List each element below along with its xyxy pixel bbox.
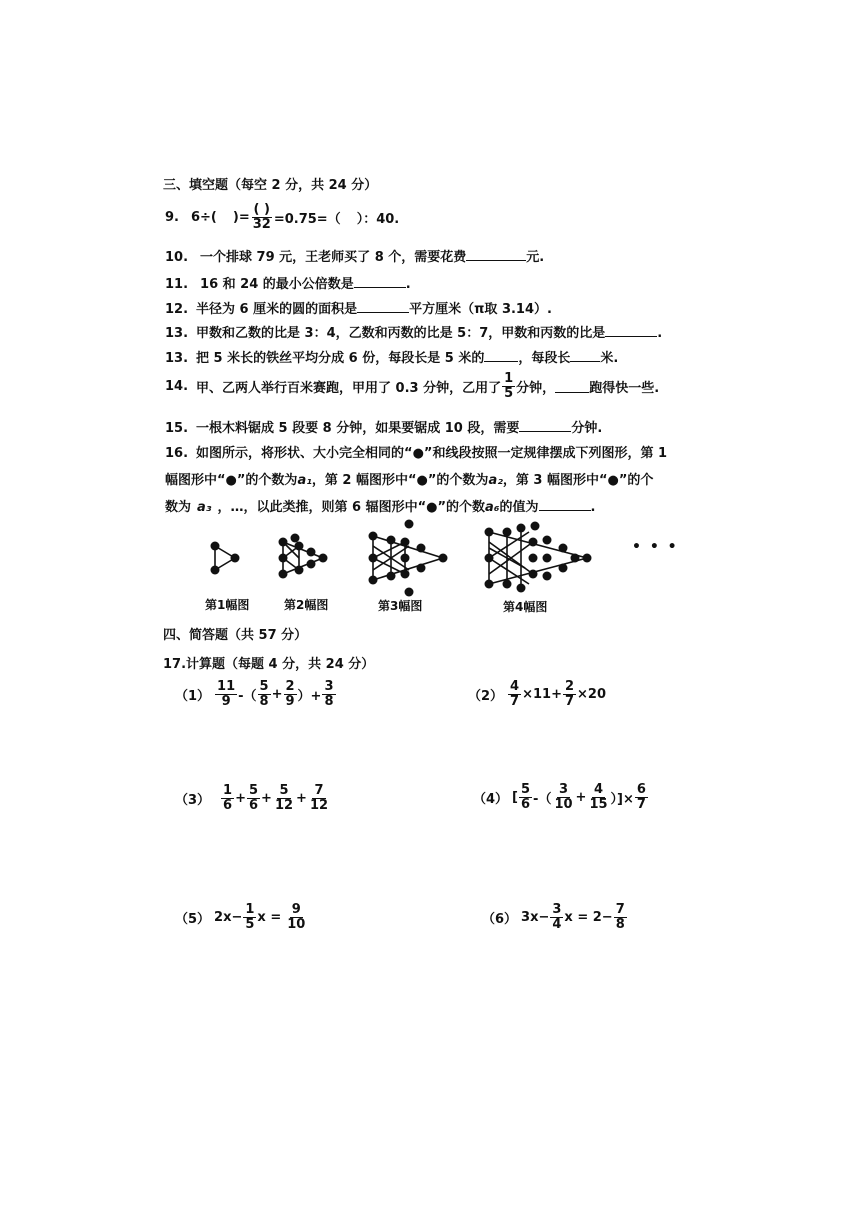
operator: ×11+ bbox=[522, 686, 562, 702]
fraction-numerator: 11 bbox=[217, 679, 236, 694]
answer-blank[interactable] bbox=[357, 300, 409, 313]
fraction bbox=[284, 680, 297, 708]
question-16-line-3 bbox=[165, 496, 595, 515]
fraction-denominator: 7 bbox=[564, 693, 575, 709]
fraction-denominator: 7 bbox=[636, 796, 646, 812]
fraction bbox=[550, 903, 563, 931]
fraction bbox=[258, 680, 271, 708]
answer-blank[interactable] bbox=[466, 248, 526, 261]
fraction bbox=[635, 783, 648, 811]
fraction bbox=[273, 784, 295, 812]
q9-text: =0.75=（ bbox=[273, 211, 341, 227]
problem-4 bbox=[473, 783, 649, 811]
question-17-title: 17.计算题（每题 4 分，共 24 分） bbox=[163, 657, 375, 672]
q16-text: ，…，以此类推，则第 6 辐图形中“●”的个数 bbox=[217, 500, 486, 515]
q13b-text: 米. bbox=[600, 351, 619, 366]
operator: [ bbox=[512, 789, 518, 805]
fraction bbox=[308, 784, 330, 812]
fraction bbox=[322, 680, 335, 708]
fraction bbox=[587, 783, 609, 811]
fraction-numerator: 4 bbox=[510, 679, 520, 694]
variable-a1: a₁ bbox=[297, 473, 312, 488]
fraction-denominator: 8 bbox=[259, 693, 269, 709]
question-number: 14. bbox=[165, 378, 189, 394]
question-16-line-1 bbox=[165, 442, 667, 461]
fraction-denominator: 9 bbox=[221, 693, 231, 709]
fraction-numerator: 5 bbox=[259, 679, 269, 694]
fraction-numerator: 2 bbox=[285, 679, 295, 694]
question-number: 13. bbox=[165, 326, 189, 341]
fraction bbox=[247, 784, 260, 812]
fraction-denominator: 6 bbox=[521, 796, 531, 812]
operator: 3x− bbox=[521, 909, 550, 925]
q12-text: 平方厘米（π取 3.14）. bbox=[409, 302, 552, 317]
fraction-denominator: 7 bbox=[510, 693, 520, 709]
section-4-title: 四、简答题（共 57 分） bbox=[163, 628, 308, 643]
fraction-denominator: 32 bbox=[252, 216, 271, 232]
fraction-denominator: 6 bbox=[223, 797, 233, 813]
fraction-numerator: 3 bbox=[324, 679, 334, 694]
operator: ）]× bbox=[610, 791, 634, 807]
variable-a6: a₆ bbox=[485, 500, 500, 515]
question-16-line-2 bbox=[165, 469, 653, 488]
q9-fraction bbox=[251, 203, 273, 231]
fraction-numerator: 9 bbox=[291, 902, 301, 917]
figure-label-2: 第2幅图 bbox=[284, 598, 329, 612]
q9-text: )= bbox=[232, 209, 250, 225]
fraction bbox=[285, 903, 307, 931]
question-number: 9. bbox=[165, 209, 179, 225]
figure-label-3: 第3幅图 bbox=[378, 599, 423, 613]
problem-2 bbox=[468, 680, 606, 708]
question-number: 10. bbox=[165, 250, 189, 265]
problem-label: （3） bbox=[175, 792, 211, 808]
fraction-denominator: 12 bbox=[309, 797, 329, 813]
variable-a3: a₃ bbox=[197, 500, 212, 515]
operator: ×20 bbox=[577, 686, 607, 702]
operator: + bbox=[261, 790, 272, 806]
problem-label: （6） bbox=[482, 911, 518, 927]
section-3-title: 三、填空题（每空 2 分，共 24 分） bbox=[163, 178, 378, 193]
variable-a2: a₂ bbox=[488, 473, 503, 488]
operator: + bbox=[271, 686, 283, 702]
fraction-denominator: 10 bbox=[287, 916, 306, 932]
q16-text: ，第 2 幅图形中“●”的个数为 bbox=[311, 473, 489, 488]
q10-text: 一个排球 79 元，王老师买了 8 个，需要花费 bbox=[200, 250, 467, 265]
fraction-denominator: 12 bbox=[274, 797, 294, 813]
q15-text: 分钟. bbox=[571, 421, 603, 436]
fraction-denominator: 9 bbox=[285, 693, 295, 709]
problem-6 bbox=[482, 903, 628, 931]
problem-label: （5） bbox=[175, 911, 211, 927]
fraction-denominator: 8 bbox=[615, 916, 625, 932]
fraction-numerator: 3 bbox=[552, 902, 562, 917]
question-13 bbox=[165, 322, 662, 341]
fraction-numerator: 4 bbox=[593, 782, 604, 797]
problem-1 bbox=[175, 680, 337, 708]
pattern-figure-2 bbox=[279, 534, 328, 579]
fraction-numerator: 6 bbox=[636, 782, 646, 797]
fraction bbox=[614, 903, 627, 931]
pattern-figure-1 bbox=[211, 542, 240, 575]
fraction-numerator: 1 bbox=[504, 371, 514, 386]
fraction-denominator: 15 bbox=[589, 796, 608, 812]
q16-text: 数为 bbox=[165, 500, 192, 515]
fraction-denominator: 10 bbox=[554, 796, 573, 812]
operator: + bbox=[296, 790, 307, 806]
question-number: 15. bbox=[165, 421, 189, 436]
operator: x = bbox=[257, 909, 282, 925]
ellipsis-icon: • • • bbox=[632, 539, 679, 555]
fraction bbox=[221, 784, 234, 812]
q9-text: ）：40. bbox=[356, 211, 400, 227]
fraction-numerator: ( ) bbox=[253, 202, 270, 217]
answer-blank[interactable] bbox=[539, 498, 591, 511]
question-number: 16. bbox=[165, 446, 189, 461]
answer-blank[interactable] bbox=[484, 349, 518, 362]
fraction bbox=[552, 783, 574, 811]
fraction bbox=[215, 680, 237, 708]
question-number: 13. bbox=[165, 351, 189, 366]
operator: 2x− bbox=[214, 909, 243, 925]
question-14 bbox=[165, 372, 659, 400]
q16-text: ，第 3 幅图形中“●”的个 bbox=[502, 473, 654, 488]
operator: + bbox=[575, 789, 587, 805]
answer-blank[interactable] bbox=[519, 419, 571, 432]
q11-text: . bbox=[405, 277, 411, 292]
fraction-denominator: 5 bbox=[245, 916, 255, 932]
q15-text: 一根木料锯成 5 段要 8 分钟，如果要锯成 10 段，需要 bbox=[196, 421, 520, 436]
fraction bbox=[519, 783, 532, 811]
figure-label-4: 第4幅图 bbox=[503, 600, 548, 614]
problem-5 bbox=[175, 903, 308, 931]
pattern-figure-4 bbox=[485, 522, 592, 593]
fraction-denominator: 4 bbox=[552, 916, 562, 932]
q11-text: 16 和 24 的最小公倍数是 bbox=[200, 277, 354, 292]
q13-text: . bbox=[657, 326, 663, 341]
fraction bbox=[243, 903, 256, 931]
q14-text: 分钟， bbox=[516, 380, 556, 396]
operator: -（ bbox=[533, 791, 552, 807]
operator: ）+ bbox=[297, 688, 322, 704]
question-number: 12. bbox=[165, 302, 189, 317]
q13b-text: ，每段长 bbox=[518, 351, 571, 366]
q9-text: 6÷( bbox=[190, 209, 217, 225]
fraction-numerator: 1 bbox=[223, 783, 233, 798]
fraction-numerator: 2 bbox=[564, 679, 575, 694]
fraction-numerator: 7 bbox=[314, 783, 324, 798]
fraction-denominator: 5 bbox=[504, 385, 514, 401]
fraction bbox=[563, 680, 576, 708]
fraction-numerator: 7 bbox=[615, 902, 625, 917]
q14-text: 甲、乙两人举行百米赛跑，甲用了 0.3 分钟，乙用了 bbox=[196, 380, 502, 396]
fraction-numerator: 5 bbox=[249, 783, 259, 798]
problem-label: （4） bbox=[473, 791, 509, 807]
answer-blank[interactable] bbox=[605, 324, 657, 337]
pattern-figure-3 bbox=[369, 520, 448, 597]
fraction-numerator: 1 bbox=[245, 902, 255, 917]
q12-text: 半径为 6 厘米的圆的面积是 bbox=[196, 302, 358, 317]
fraction bbox=[508, 680, 521, 708]
answer-blank[interactable] bbox=[570, 349, 600, 362]
q14-fraction bbox=[502, 372, 515, 400]
q16-text: 的值为 bbox=[499, 500, 539, 515]
figure-label-1: 第1幅图 bbox=[205, 598, 250, 612]
operator: + bbox=[235, 790, 246, 806]
question-9 bbox=[165, 203, 399, 231]
operator: -（ bbox=[238, 688, 257, 704]
q14-text: 跑得快一些. bbox=[589, 380, 660, 396]
problem-3 bbox=[175, 784, 331, 812]
operator: x = 2− bbox=[564, 909, 613, 925]
fraction-numerator: 5 bbox=[521, 782, 531, 797]
fraction-numerator: 5 bbox=[279, 783, 289, 798]
q16-pattern-figures bbox=[195, 518, 665, 600]
q13-text: 甲数和乙数的比是 3：4，乙数和丙数的比是 5：7，甲数和丙数的比是 bbox=[196, 326, 606, 341]
question-11 bbox=[165, 273, 411, 292]
answer-blank[interactable] bbox=[354, 275, 406, 288]
question-number: 11. bbox=[165, 277, 189, 292]
question-12 bbox=[165, 298, 552, 317]
q13b-text: 把 5 米长的铁丝平均分成 6 份，每段长是 5 米的 bbox=[196, 351, 485, 366]
problem-label: （1） bbox=[175, 688, 211, 704]
question-13-second bbox=[165, 347, 618, 366]
fraction-denominator: 8 bbox=[324, 693, 334, 709]
fraction-denominator: 6 bbox=[249, 797, 259, 813]
question-10 bbox=[165, 246, 544, 265]
question-15 bbox=[165, 417, 602, 436]
q16-text: 幅图形中“●”的个数为 bbox=[165, 473, 298, 488]
problem-label: （2） bbox=[468, 688, 504, 704]
q16-text: . bbox=[590, 500, 596, 515]
q10-text: 元. bbox=[526, 250, 545, 265]
fraction-numerator: 3 bbox=[558, 782, 569, 797]
q16-text: 如图所示，将形状、大小完全相同的“●”和线段按照一定规律摆成下列图形，第 1 bbox=[196, 446, 668, 461]
answer-blank[interactable] bbox=[555, 380, 589, 393]
